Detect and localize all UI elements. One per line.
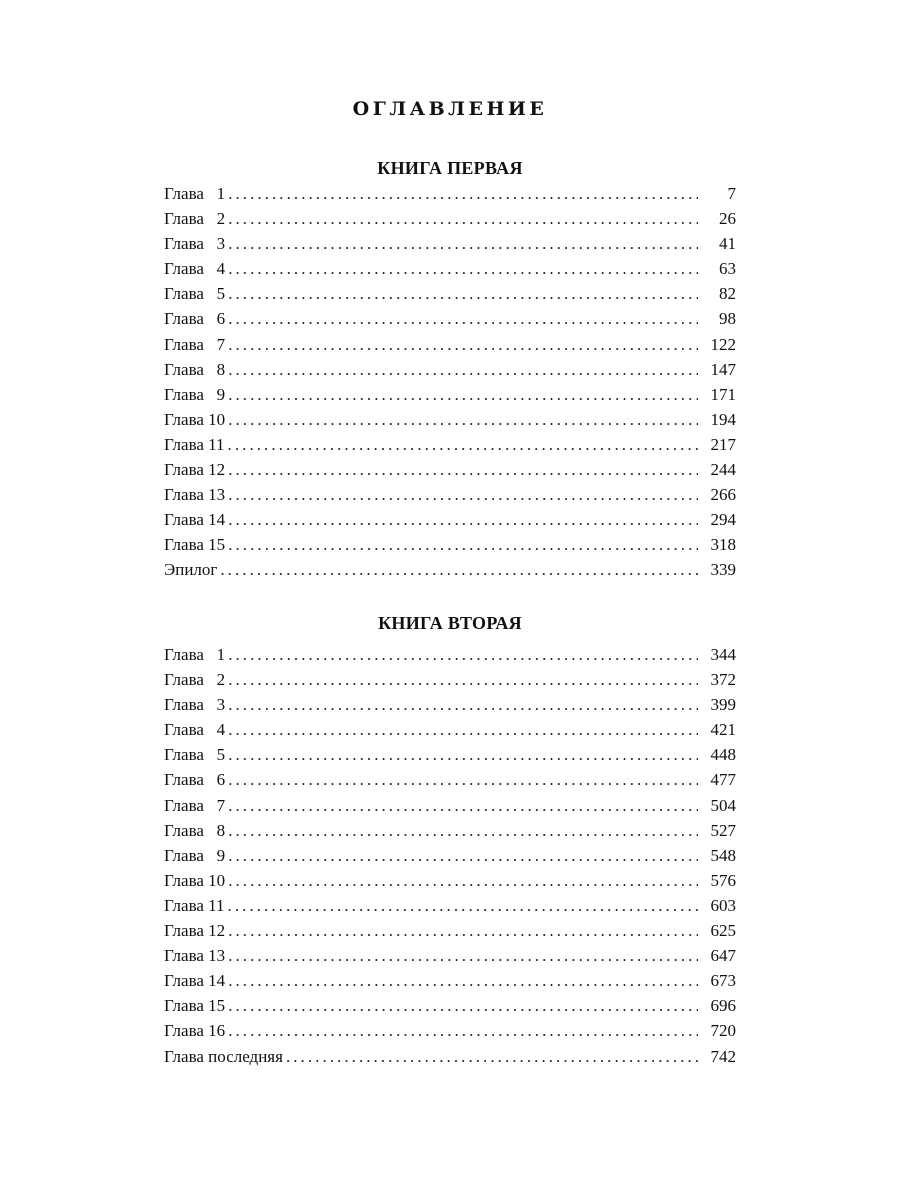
dot-leader xyxy=(228,993,698,1018)
toc-entry-label: Глава 16 xyxy=(164,1021,226,1041)
toc-entry-label: Глава 6 xyxy=(164,309,226,329)
toc-entry-label: Глава 7 xyxy=(164,334,226,354)
toc-entry-label: Глава 6 xyxy=(164,770,226,790)
toc-entry-label: Глава 15 xyxy=(164,996,226,1016)
toc-entry[interactable] xyxy=(164,667,736,692)
dot-leader xyxy=(228,407,698,432)
toc-entry-label: Глава 8 xyxy=(164,359,226,379)
dot-leader xyxy=(228,918,698,943)
toc-entry[interactable] xyxy=(164,382,736,407)
toc-entry-label: Глава 5 xyxy=(164,745,226,765)
toc-entry[interactable] xyxy=(164,357,736,382)
dot-leader xyxy=(228,893,698,918)
toc-entry-label: Глава последняя xyxy=(164,1046,283,1066)
toc-title: ОГЛАВЛЕНИЕ xyxy=(352,98,548,120)
dot-leader xyxy=(228,742,698,767)
toc-entry[interactable] xyxy=(164,206,736,231)
toc-entry[interactable] xyxy=(164,642,736,667)
dot-leader xyxy=(228,457,698,482)
toc-entry[interactable] xyxy=(164,482,736,507)
toc-entry-label: Глава 14 xyxy=(164,510,226,530)
toc-entry-page-number: 82 xyxy=(719,284,736,304)
toc-entry-page-number: 244 xyxy=(710,460,736,480)
dot-leader xyxy=(228,231,698,256)
dot-leader xyxy=(228,642,698,667)
toc-entry-label: Глава 2 xyxy=(164,670,226,690)
toc-entry[interactable] xyxy=(164,181,736,206)
dot-leader xyxy=(228,281,698,306)
toc-entry-page-number: 504 xyxy=(710,795,736,815)
toc-entry-label: Глава 2 xyxy=(164,209,226,229)
toc-entry-page-number: 742 xyxy=(710,1046,736,1066)
dot-leader xyxy=(228,507,698,532)
toc-entry-label: Глава 15 xyxy=(164,535,226,555)
toc-entry-page-number: 399 xyxy=(710,695,736,715)
dot-leader xyxy=(228,382,698,407)
toc-entry[interactable] xyxy=(164,332,736,357)
toc-entry-label: Глава 7 xyxy=(164,795,226,815)
toc-entry-page-number: 7 xyxy=(727,184,736,203)
toc-entry-page-number: 673 xyxy=(710,971,736,991)
toc-entry-page-number: 647 xyxy=(710,946,736,966)
dot-leader xyxy=(228,432,698,457)
toc-entry-page-number: 41 xyxy=(719,234,736,254)
toc-entry-page-number: 548 xyxy=(710,845,736,865)
toc-entry[interactable] xyxy=(164,231,736,256)
toc-entry-page-number: 720 xyxy=(710,1021,736,1041)
toc-entry[interactable] xyxy=(164,742,736,767)
toc-entry-label: Глава 3 xyxy=(164,234,226,254)
dot-leader xyxy=(228,843,698,868)
toc-entry[interactable] xyxy=(164,943,736,968)
book-two-heading: КНИГА ВТОРАЯ xyxy=(378,613,522,633)
dot-leader xyxy=(228,1018,698,1043)
toc-entry-label: Глава 9 xyxy=(164,384,226,404)
toc-entry-label: Глава 4 xyxy=(164,259,226,279)
toc-entry-label: Глава 3 xyxy=(164,695,226,715)
dot-leader xyxy=(228,943,698,968)
toc-entry-page-number: 217 xyxy=(710,434,736,454)
toc-entry-label: Глава 12 xyxy=(164,460,226,480)
toc-entry-page-number: 448 xyxy=(710,745,736,765)
toc-entry-label: Глава 13 xyxy=(164,485,226,505)
toc-entry-label: Глава 13 xyxy=(164,946,226,966)
toc-entry[interactable] xyxy=(164,968,736,993)
toc-entry[interactable] xyxy=(164,843,736,868)
toc-entry[interactable] xyxy=(164,281,736,306)
toc-entry-label: Глава 5 xyxy=(164,284,226,304)
toc-entry-page-number: 318 xyxy=(710,535,736,555)
toc-entry[interactable] xyxy=(164,557,736,582)
toc-entry-page-number: 603 xyxy=(710,895,736,915)
toc-entry-label: Глава 11 xyxy=(164,434,225,454)
toc-entry-label: Глава 10 xyxy=(164,870,226,890)
toc-entry[interactable] xyxy=(164,993,736,1018)
dot-leader xyxy=(228,357,698,382)
dot-leader xyxy=(228,306,698,331)
toc-entry[interactable] xyxy=(164,868,736,893)
toc-entry-label: Глава 14 xyxy=(164,971,226,991)
dot-leader xyxy=(228,181,698,206)
dot-leader xyxy=(228,793,698,818)
toc-entry-page-number: 339 xyxy=(710,560,736,580)
dot-leader xyxy=(228,482,698,507)
dot-leader xyxy=(228,532,698,557)
toc-entry[interactable] xyxy=(164,507,736,532)
toc-entry-label: Эпилог xyxy=(164,560,218,580)
toc-entry-page-number: 696 xyxy=(710,996,736,1016)
toc-entry[interactable] xyxy=(164,532,736,557)
toc-entry[interactable] xyxy=(164,1018,736,1043)
toc-entry-page-number: 171 xyxy=(710,384,736,404)
dot-leader xyxy=(228,717,698,742)
toc-entry-page-number: 372 xyxy=(710,670,736,690)
toc-entry-page-number: 527 xyxy=(710,820,736,840)
toc-entry[interactable] xyxy=(164,1044,736,1069)
toc-entry-page-number: 147 xyxy=(710,359,736,379)
dot-leader xyxy=(228,667,698,692)
toc-entry[interactable] xyxy=(164,793,736,818)
toc-entry-page-number: 477 xyxy=(710,770,736,790)
dot-leader xyxy=(228,767,698,792)
toc-entry-label: Глава 8 xyxy=(164,820,226,840)
toc-entry-page-number: 63 xyxy=(719,259,736,279)
toc-entry[interactable] xyxy=(164,457,736,482)
dot-leader xyxy=(228,968,698,993)
toc-entry-page-number: 294 xyxy=(710,510,736,530)
toc-entry-page-number: 266 xyxy=(710,485,736,505)
book-two-toc-list xyxy=(164,642,736,1069)
toc-entry[interactable] xyxy=(164,306,736,331)
dot-leader xyxy=(220,557,698,582)
dot-leader xyxy=(228,256,698,281)
toc-entry-label: Глава 4 xyxy=(164,720,226,740)
toc-entry-label: Глава 12 xyxy=(164,921,226,941)
toc-entry[interactable] xyxy=(164,256,736,281)
toc-entry-label: Глава 11 xyxy=(164,895,225,915)
toc-entry-page-number: 421 xyxy=(710,720,736,740)
toc-entry-page-number: 122 xyxy=(710,334,736,354)
dot-leader xyxy=(286,1044,698,1069)
dot-leader xyxy=(228,206,698,231)
toc-entry-page-number: 98 xyxy=(719,309,736,329)
toc-entry-page-number: 625 xyxy=(710,921,736,941)
toc-entry[interactable] xyxy=(164,432,736,457)
toc-entry-label: Глава 9 xyxy=(164,845,226,865)
toc-entry-label: Глава 1 xyxy=(164,645,226,664)
toc-entry[interactable] xyxy=(164,407,736,432)
toc-entry[interactable] xyxy=(164,818,736,843)
toc-entry-label: Глава 1 xyxy=(164,184,226,203)
toc-entry-label: Глава 10 xyxy=(164,409,226,429)
toc-entry-page-number: 576 xyxy=(710,870,736,890)
toc-entry-page-number: 344 xyxy=(710,645,736,664)
book-one-heading: КНИГА ПЕРВАЯ xyxy=(377,158,523,178)
toc-entry[interactable] xyxy=(164,918,736,943)
dot-leader xyxy=(228,818,698,843)
dot-leader xyxy=(228,332,698,357)
dot-leader xyxy=(228,692,698,717)
toc-entry[interactable] xyxy=(164,893,736,918)
toc-entry[interactable] xyxy=(164,717,736,742)
toc-entry[interactable] xyxy=(164,767,736,792)
book-one-toc-list xyxy=(164,181,736,583)
toc-entry-page-number: 26 xyxy=(719,209,736,229)
dot-leader xyxy=(228,868,698,893)
toc-entry[interactable] xyxy=(164,692,736,717)
toc-entry-page-number: 194 xyxy=(710,409,736,429)
